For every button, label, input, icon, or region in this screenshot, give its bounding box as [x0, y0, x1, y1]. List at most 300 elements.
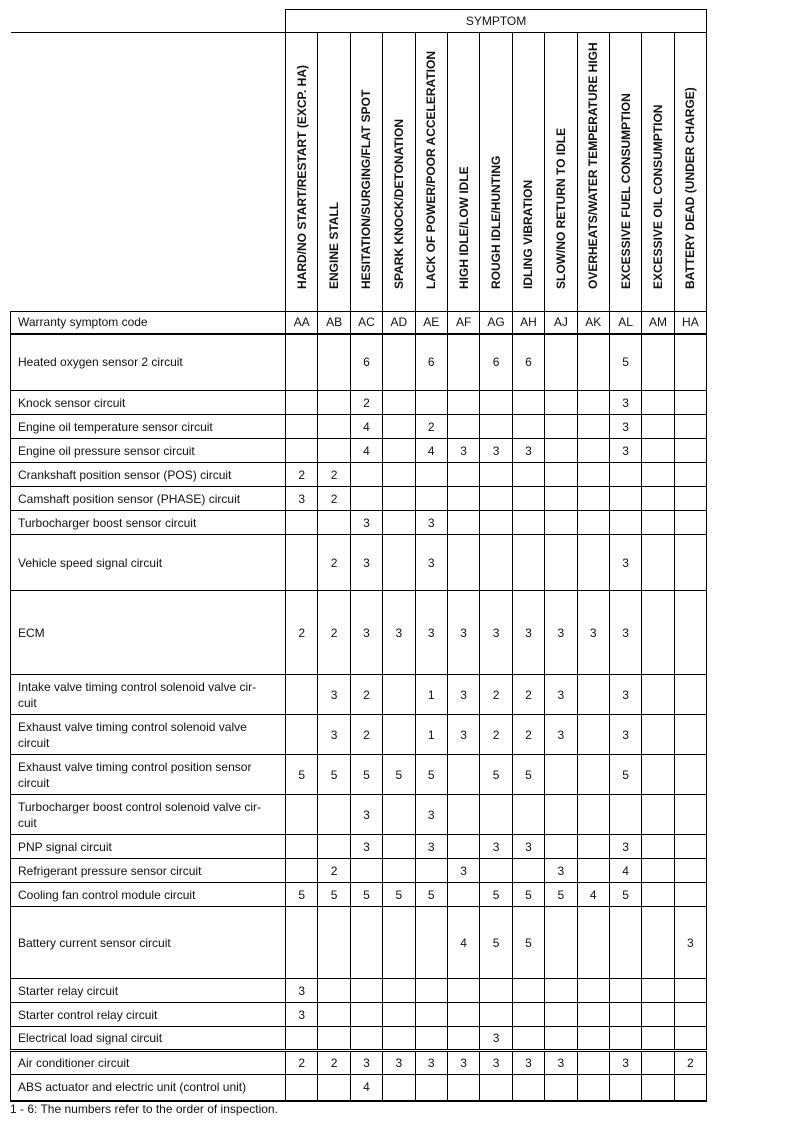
inspection-order-cell	[642, 591, 674, 675]
row-label: Exhaust valve timing control position sensor circuit	[11, 755, 286, 795]
symptom-code: AF	[447, 312, 479, 334]
inspection-order-cell	[447, 883, 479, 907]
inspection-order-cell	[415, 391, 447, 415]
inspection-order-cell	[642, 715, 674, 755]
inspection-order-cell: 3	[609, 591, 641, 675]
table-row	[11, 391, 707, 415]
inspection-order-cell: 3	[415, 511, 447, 535]
inspection-order-cell: 6	[415, 334, 447, 391]
inspection-order-cell: 3	[350, 535, 382, 591]
row-label: Turbocharger boost sensor circuit	[11, 511, 286, 535]
inspection-order-cell	[383, 675, 415, 715]
inspection-order-cell	[480, 979, 512, 1003]
column-header	[447, 33, 479, 312]
table-row	[11, 511, 707, 535]
inspection-order-cell	[674, 391, 706, 415]
inspection-order-cell: 3	[350, 835, 382, 859]
inspection-order-cell	[383, 1027, 415, 1051]
table-row	[11, 883, 707, 907]
inspection-order-cell	[512, 859, 544, 883]
table-row	[11, 795, 707, 835]
inspection-order-cell: 3	[609, 535, 641, 591]
row-label: Turbocharger boost control solenoid valve cir- cuit	[11, 795, 286, 835]
symptom-code: AE	[415, 312, 447, 334]
inspection-order-cell	[609, 463, 641, 487]
inspection-order-cell	[642, 391, 674, 415]
inspection-order-cell: 3	[674, 907, 706, 979]
inspection-order-cell: 3	[480, 1027, 512, 1051]
inspection-order-cell	[350, 463, 382, 487]
inspection-order-cell	[350, 979, 382, 1003]
inspection-order-cell	[318, 835, 350, 859]
inspection-order-cell	[286, 535, 318, 591]
inspection-order-cell	[350, 859, 382, 883]
inspection-order-cell	[674, 334, 706, 391]
inspection-order-cell	[286, 391, 318, 415]
inspection-order-cell: 3	[480, 835, 512, 859]
inspection-order-cell	[286, 859, 318, 883]
inspection-order-cell	[545, 511, 577, 535]
inspection-order-cell	[609, 795, 641, 835]
inspection-order-cell	[545, 1027, 577, 1051]
inspection-order-cell: 1	[415, 715, 447, 755]
table-row	[11, 463, 707, 487]
inspection-order-cell: 3	[545, 859, 577, 883]
inspection-order-cell	[674, 591, 706, 675]
inspection-order-cell	[286, 675, 318, 715]
inspection-order-cell	[577, 511, 609, 535]
inspection-order-cell	[674, 1027, 706, 1051]
inspection-order-cell: 6	[350, 334, 382, 391]
table-row	[11, 835, 707, 859]
inspection-order-cell	[383, 1003, 415, 1027]
inspection-order-cell	[383, 334, 415, 391]
inspection-order-cell	[447, 334, 479, 391]
inspection-order-cell	[642, 883, 674, 907]
symptom-table	[10, 9, 707, 1102]
inspection-order-cell	[577, 1075, 609, 1101]
inspection-order-cell	[318, 334, 350, 391]
inspection-order-cell: 2	[318, 535, 350, 591]
inspection-order-cell	[512, 535, 544, 591]
inspection-order-cell	[512, 463, 544, 487]
row-label: ABS actuator and electric unit (control unit)	[11, 1075, 286, 1101]
inspection-order-cell: 5	[318, 755, 350, 795]
inspection-order-cell	[577, 979, 609, 1003]
inspection-order-cell	[577, 715, 609, 755]
inspection-order-cell	[318, 415, 350, 439]
inspection-order-cell	[642, 835, 674, 859]
inspection-order-cell	[642, 1051, 674, 1075]
inspection-order-cell: 5	[480, 907, 512, 979]
inspection-order-cell	[447, 511, 479, 535]
inspection-order-cell	[447, 795, 479, 835]
inspection-order-cell	[286, 907, 318, 979]
table-row	[11, 755, 707, 795]
inspection-order-cell	[480, 391, 512, 415]
inspection-order-cell: 3	[350, 1051, 382, 1075]
inspection-order-cell: 3	[350, 795, 382, 835]
inspection-order-cell: 5	[512, 883, 544, 907]
inspection-order-cell: 3	[512, 835, 544, 859]
inspection-order-cell: 3	[415, 1051, 447, 1075]
inspection-order-cell	[286, 1027, 318, 1051]
column-header-row	[11, 33, 707, 312]
inspection-order-cell	[674, 415, 706, 439]
inspection-order-cell	[480, 415, 512, 439]
inspection-order-cell: 3	[480, 1051, 512, 1075]
inspection-order-cell	[286, 415, 318, 439]
inspection-order-cell: 2	[512, 715, 544, 755]
row-label: Battery current sensor circuit	[11, 907, 286, 979]
inspection-order-cell	[609, 979, 641, 1003]
inspection-order-cell	[480, 511, 512, 535]
row-label: Electrical load signal circuit	[11, 1027, 286, 1051]
inspection-order-cell: 5	[609, 334, 641, 391]
inspection-order-cell	[383, 487, 415, 511]
inspection-order-cell	[545, 334, 577, 391]
column-header-label: EXCESSIVE FUEL CONSUMPTION	[618, 93, 633, 289]
inspection-order-cell: 3	[447, 439, 479, 463]
inspection-order-cell: 3	[609, 835, 641, 859]
inspection-order-cell	[447, 1075, 479, 1101]
row-label: Camshaft position sensor (PHASE) circuit	[11, 487, 286, 511]
inspection-order-cell	[415, 979, 447, 1003]
inspection-order-cell	[642, 859, 674, 883]
column-header-label: ENGINE STALL	[327, 201, 342, 289]
inspection-order-cell	[383, 391, 415, 415]
inspection-order-cell	[512, 979, 544, 1003]
inspection-order-cell	[674, 715, 706, 755]
inspection-order-cell	[512, 415, 544, 439]
inspection-order-cell	[545, 415, 577, 439]
table-row	[11, 907, 707, 979]
inspection-order-cell	[318, 795, 350, 835]
symptom-code: HA	[674, 312, 706, 334]
inspection-order-cell	[415, 907, 447, 979]
inspection-order-cell: 3	[545, 715, 577, 755]
inspection-order-cell	[286, 835, 318, 859]
inspection-order-cell: 3	[512, 591, 544, 675]
inspection-order-cell: 5	[350, 883, 382, 907]
inspection-order-cell	[609, 907, 641, 979]
inspection-order-cell	[642, 795, 674, 835]
inspection-order-cell	[674, 439, 706, 463]
inspection-order-cell	[642, 675, 674, 715]
inspection-order-cell: 2	[415, 415, 447, 439]
inspection-order-cell	[642, 415, 674, 439]
inspection-order-cell	[383, 439, 415, 463]
column-header	[286, 33, 318, 312]
inspection-order-cell	[350, 487, 382, 511]
inspection-order-cell: 2	[318, 1051, 350, 1075]
column-header-label: HARD/NO START/RESTART (EXCP. HA)	[294, 64, 309, 289]
inspection-order-cell	[674, 755, 706, 795]
inspection-order-cell: 3	[577, 591, 609, 675]
inspection-order-cell	[512, 795, 544, 835]
inspection-order-cell: 2	[318, 591, 350, 675]
inspection-order-cell	[545, 463, 577, 487]
inspection-order-cell	[383, 795, 415, 835]
table-row	[11, 1027, 707, 1051]
inspection-order-cell: 2	[480, 675, 512, 715]
inspection-order-cell	[415, 1003, 447, 1027]
inspection-order-cell	[545, 795, 577, 835]
table-row	[11, 1051, 707, 1075]
inspection-order-cell	[577, 439, 609, 463]
footnote: 1 - 6: The numbers refer to the order of inspection.	[10, 1102, 278, 1116]
column-header	[383, 33, 415, 312]
inspection-order-cell	[674, 835, 706, 859]
column-header-label: HESITATION/SURGING/FLAT SPOT	[359, 89, 374, 289]
inspection-order-cell	[642, 535, 674, 591]
inspection-order-cell: 3	[545, 591, 577, 675]
inspection-order-cell	[609, 1075, 641, 1101]
table-row	[11, 979, 707, 1003]
row-label: Heated oxygen sensor 2 circuit	[11, 334, 286, 391]
inspection-order-cell: 4	[609, 859, 641, 883]
inspection-order-cell	[480, 859, 512, 883]
inspection-order-cell	[545, 835, 577, 859]
inspection-order-cell	[674, 859, 706, 883]
inspection-order-cell: 3	[318, 715, 350, 755]
column-header-label: EXCESSIVE OIL CONSUMPTION	[650, 104, 665, 289]
table-row	[11, 859, 707, 883]
inspection-order-cell: 2	[350, 391, 382, 415]
inspection-order-cell: 3	[318, 675, 350, 715]
inspection-order-cell	[447, 391, 479, 415]
inspection-order-cell	[674, 1075, 706, 1101]
inspection-order-cell	[674, 511, 706, 535]
inspection-order-cell	[512, 487, 544, 511]
inspection-order-cell	[447, 979, 479, 1003]
warranty-code-row	[11, 312, 707, 334]
inspection-order-cell	[577, 487, 609, 511]
inspection-order-cell	[512, 1003, 544, 1027]
inspection-order-cell	[383, 463, 415, 487]
inspection-order-cell	[350, 1003, 382, 1027]
inspection-order-cell	[674, 1003, 706, 1027]
inspection-order-cell	[545, 391, 577, 415]
inspection-order-cell	[512, 1075, 544, 1101]
row-label: Intake valve timing control solenoid valve cir- cuit	[11, 675, 286, 715]
inspection-order-cell	[577, 1027, 609, 1051]
inspection-order-cell	[577, 535, 609, 591]
inspection-order-cell	[480, 487, 512, 511]
inspection-order-cell	[447, 415, 479, 439]
inspection-order-cell	[383, 979, 415, 1003]
column-header	[609, 33, 641, 312]
inspection-order-cell	[350, 907, 382, 979]
inspection-order-cell	[383, 859, 415, 883]
inspection-order-cell: 4	[350, 415, 382, 439]
inspection-order-cell	[545, 979, 577, 1003]
row-label: Engine oil pressure sensor circuit	[11, 439, 286, 463]
column-header-label: BATTERY DEAD (UNDER CHARGE)	[683, 87, 698, 289]
inspection-order-cell: 3	[286, 979, 318, 1003]
inspection-order-cell: 3	[609, 715, 641, 755]
inspection-order-cell	[577, 835, 609, 859]
inspection-order-cell	[609, 511, 641, 535]
inspection-order-cell: 5	[545, 883, 577, 907]
row-label: Knock sensor circuit	[11, 391, 286, 415]
inspection-order-cell	[447, 835, 479, 859]
inspection-order-cell	[318, 979, 350, 1003]
inspection-order-cell: 3	[512, 1051, 544, 1075]
blank-corner	[11, 10, 286, 33]
table-row	[11, 334, 707, 391]
inspection-order-cell	[480, 1075, 512, 1101]
inspection-order-cell	[609, 1027, 641, 1051]
inspection-order-cell: 4	[447, 907, 479, 979]
row-label: Refrigerant pressure sensor circuit	[11, 859, 286, 883]
inspection-order-cell: 2	[674, 1051, 706, 1075]
inspection-order-cell	[447, 755, 479, 795]
inspection-order-cell	[577, 907, 609, 979]
symptom-header: SYMPTOM	[286, 10, 707, 33]
inspection-order-cell	[674, 535, 706, 591]
inspection-order-cell	[642, 334, 674, 391]
inspection-order-cell	[480, 795, 512, 835]
row-label: Starter control relay circuit	[11, 1003, 286, 1027]
inspection-order-cell: 3	[609, 391, 641, 415]
inspection-order-cell: 5	[286, 755, 318, 795]
symptom-code: AK	[577, 312, 609, 334]
inspection-order-cell: 2	[318, 463, 350, 487]
row-label: Crankshaft position sensor (POS) circuit	[11, 463, 286, 487]
inspection-order-cell	[609, 1003, 641, 1027]
inspection-order-cell	[545, 487, 577, 511]
inspection-order-cell: 5	[318, 883, 350, 907]
inspection-order-cell: 3	[609, 1051, 641, 1075]
inspection-order-cell	[480, 1003, 512, 1027]
inspection-order-cell	[545, 439, 577, 463]
inspection-order-cell: 3	[447, 591, 479, 675]
symptom-code: AM	[642, 312, 674, 334]
inspection-order-cell	[674, 463, 706, 487]
inspection-order-cell: 3	[383, 591, 415, 675]
inspection-order-cell	[577, 391, 609, 415]
inspection-order-cell	[383, 415, 415, 439]
inspection-order-cell: 5	[609, 755, 641, 795]
inspection-order-cell: 5	[415, 883, 447, 907]
row-label: Engine oil temperature sensor circuit	[11, 415, 286, 439]
symptom-code: AG	[480, 312, 512, 334]
inspection-order-cell: 6	[512, 334, 544, 391]
table-row	[11, 591, 707, 675]
column-header	[415, 33, 447, 312]
inspection-order-cell	[642, 979, 674, 1003]
inspection-order-cell: 3	[415, 795, 447, 835]
column-header	[318, 33, 350, 312]
column-header-label: LACK OF POWER/POOR ACCELERATION	[424, 51, 439, 289]
row-label: Air conditioner circuit	[11, 1051, 286, 1075]
inspection-order-cell	[318, 391, 350, 415]
inspection-order-cell	[642, 755, 674, 795]
inspection-order-cell	[415, 1027, 447, 1051]
inspection-order-cell	[286, 715, 318, 755]
row-label: PNP signal circuit	[11, 835, 286, 859]
inspection-order-cell: 2	[318, 859, 350, 883]
inspection-order-cell: 3	[609, 675, 641, 715]
inspection-order-cell: 3	[286, 487, 318, 511]
inspection-order-cell: 5	[512, 755, 544, 795]
inspection-order-cell	[318, 1027, 350, 1051]
inspection-order-cell: 2	[350, 715, 382, 755]
inspection-order-cell	[512, 1027, 544, 1051]
row-label: ECM	[11, 591, 286, 675]
column-header	[512, 33, 544, 312]
inspection-order-cell: 3	[415, 591, 447, 675]
inspection-order-cell	[577, 795, 609, 835]
inspection-order-cell	[512, 511, 544, 535]
row-label: Cooling fan control module circuit	[11, 883, 286, 907]
inspection-order-cell	[383, 535, 415, 591]
inspection-order-cell: 4	[415, 439, 447, 463]
inspection-order-cell: 2	[350, 675, 382, 715]
symptom-code: AL	[609, 312, 641, 334]
inspection-order-cell	[545, 907, 577, 979]
inspection-order-cell	[383, 715, 415, 755]
inspection-order-cell	[415, 859, 447, 883]
inspection-order-cell: 4	[577, 883, 609, 907]
inspection-order-cell: 3	[609, 415, 641, 439]
inspection-order-cell: 3	[286, 1003, 318, 1027]
inspection-order-cell: 4	[350, 439, 382, 463]
inspection-order-cell	[383, 835, 415, 859]
inspection-order-cell	[577, 675, 609, 715]
inspection-order-cell	[286, 511, 318, 535]
inspection-order-cell: 5	[480, 755, 512, 795]
inspection-order-cell: 3	[415, 535, 447, 591]
inspection-order-cell: 5	[383, 755, 415, 795]
inspection-order-cell	[512, 391, 544, 415]
inspection-order-cell: 2	[512, 675, 544, 715]
inspection-order-cell	[577, 334, 609, 391]
row-label: Vehicle speed signal circuit	[11, 535, 286, 591]
inspection-order-cell	[415, 487, 447, 511]
inspection-order-cell: 3	[383, 1051, 415, 1075]
inspection-order-cell	[674, 675, 706, 715]
table-body	[11, 312, 707, 1101]
inspection-order-cell	[480, 463, 512, 487]
inspection-order-cell	[674, 487, 706, 511]
inspection-order-cell	[674, 883, 706, 907]
inspection-order-cell	[447, 463, 479, 487]
row-label: Starter relay circuit	[11, 979, 286, 1003]
table-row	[11, 1003, 707, 1027]
column-header-label: HIGH IDLE/LOW IDLE	[456, 166, 471, 289]
inspection-order-cell	[642, 1003, 674, 1027]
inspection-order-cell: 5	[609, 883, 641, 907]
inspection-order-cell	[350, 1027, 382, 1051]
blank-corner	[11, 33, 286, 312]
inspection-order-cell	[577, 859, 609, 883]
inspection-order-cell: 3	[480, 439, 512, 463]
table-row	[11, 535, 707, 591]
column-header-label: IDLING VIBRATION	[521, 179, 536, 289]
symptom-code: AB	[318, 312, 350, 334]
inspection-order-cell	[545, 535, 577, 591]
inspection-order-cell	[642, 1027, 674, 1051]
inspection-order-cell	[318, 1003, 350, 1027]
column-header-label: SLOW/NO RETURN TO IDLE	[553, 127, 568, 289]
inspection-order-cell: 5	[480, 883, 512, 907]
inspection-order-cell	[577, 1003, 609, 1027]
inspection-order-cell: 3	[609, 439, 641, 463]
column-header	[545, 33, 577, 312]
inspection-order-cell: 2	[318, 487, 350, 511]
